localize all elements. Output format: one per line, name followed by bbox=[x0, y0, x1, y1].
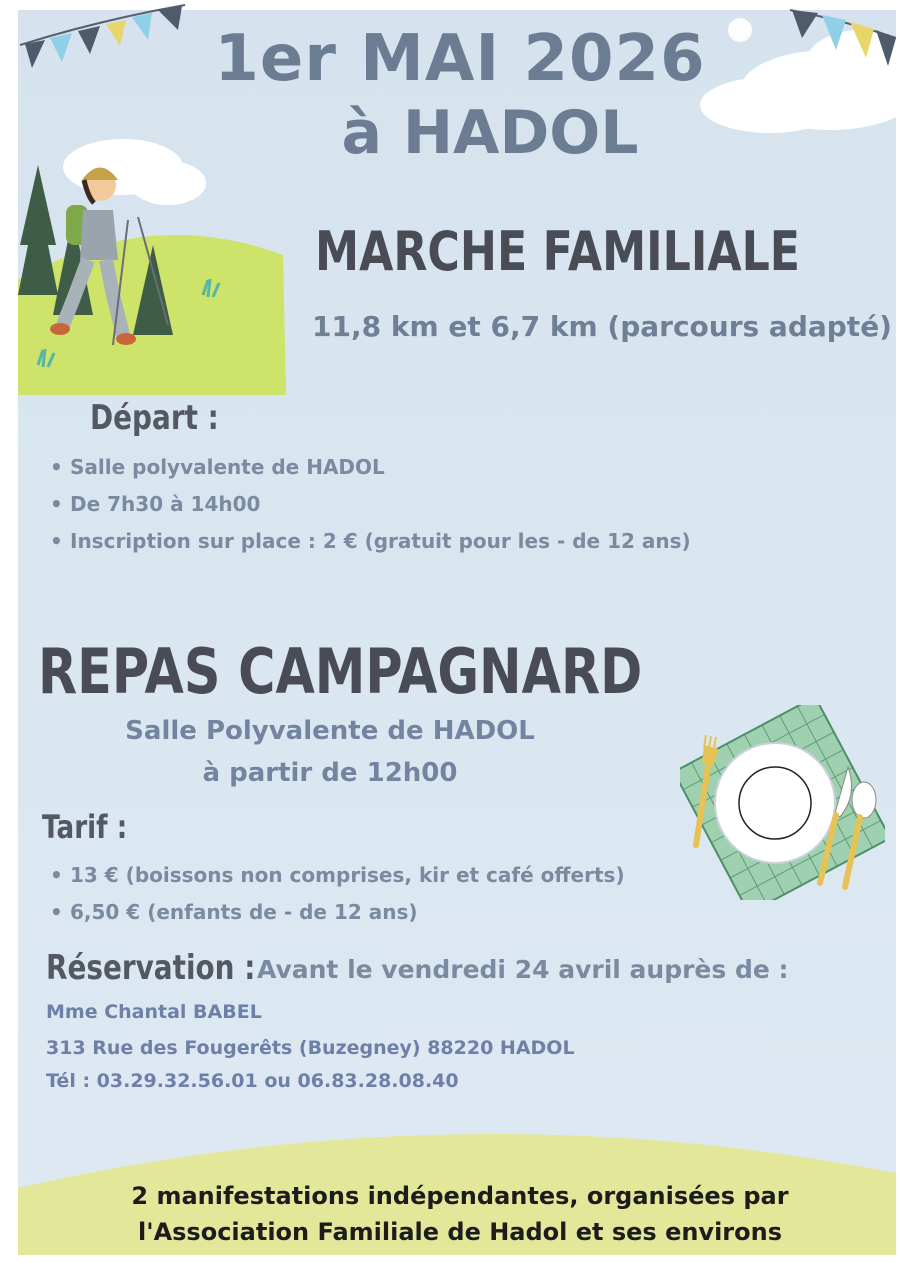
event-date-title: 1er MAI 2026 bbox=[214, 22, 706, 96]
contact-name: Mme Chantal BABEL bbox=[46, 1001, 262, 1023]
price-list bbox=[46, 857, 625, 931]
price-label: Tarif : bbox=[42, 808, 128, 846]
departure-label: Départ : bbox=[90, 398, 219, 438]
hiker-icon bbox=[18, 125, 293, 395]
organizer-note bbox=[40, 1178, 880, 1250]
plate-icon bbox=[680, 705, 885, 900]
organizer-line-1: 2 manifestations indépendantes, organisées par bbox=[131, 1182, 789, 1210]
contact-address: 313 Rue des Fougerêts (Buzegney) 88220 HADOL bbox=[46, 1037, 575, 1059]
meal-location: Salle Polyvalente de HADOL bbox=[125, 716, 535, 746]
walk-distances: 11,8 km et 6,7 km (parcours adapté) bbox=[312, 310, 892, 343]
list-item: • Inscription sur place : 2 € (gratuit pour les - de 12 ans) bbox=[46, 523, 691, 560]
departure-list bbox=[46, 449, 691, 560]
event-place-title: à HADOL bbox=[341, 98, 639, 168]
list-item: • 6,50 € (enfants de - de 12 ans) bbox=[46, 894, 625, 931]
bunting-icon bbox=[788, 0, 898, 75]
meal-time: à partir de 12h00 bbox=[202, 758, 458, 788]
list-item: • Salle polyvalente de HADOL bbox=[46, 449, 691, 486]
list-item: • 13 € (boissons non comprises, kir et café offerts) bbox=[46, 857, 625, 894]
meal-heading: REPAS CAMPAGNARD bbox=[38, 635, 643, 708]
reservation-label: Réservation : bbox=[46, 948, 256, 988]
reservation-deadline: Avant le vendredi 24 avril auprès de : bbox=[257, 955, 789, 984]
list-item: • De 7h30 à 14h00 bbox=[46, 486, 691, 523]
contact-phone: Tél : 03.29.32.56.01 ou 06.83.28.08.40 bbox=[46, 1070, 459, 1092]
bunting-icon bbox=[20, 0, 190, 80]
walk-heading: MARCHE FAMILIALE bbox=[315, 220, 801, 283]
organizer-line-2: l'Association Familiale de Hadol et ses environs bbox=[138, 1218, 782, 1246]
